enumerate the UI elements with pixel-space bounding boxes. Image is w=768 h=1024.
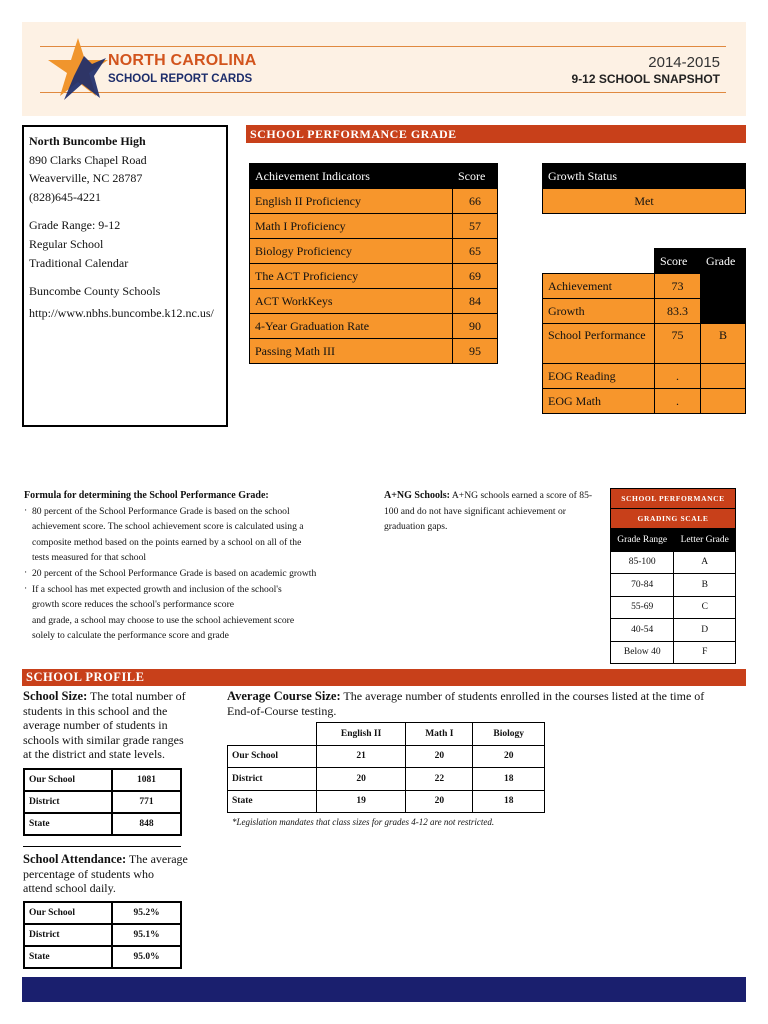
school-phone: (828)645-4221 [29, 189, 101, 204]
school-grade-range: Grade Range: 9-12 [29, 218, 121, 233]
growth-status-header: Growth Status [543, 164, 746, 189]
column-header: Score [453, 164, 498, 189]
grade-range: Below 40 [611, 641, 674, 664]
school-address-line2: Weaverville, NC 28787 [29, 171, 143, 186]
formula-line: growth score reduces the school's performance score [32, 599, 235, 611]
formula-line: and grade, a school may choose to use the school achievement score [32, 614, 295, 626]
table-row [24, 769, 181, 791]
ang-text: A+NG schools earned a score of 85-100 and do not have significant achievement or graduation gaps. [384, 490, 593, 533]
table-row [250, 314, 498, 339]
column-header: Letter Grade [674, 529, 736, 552]
school-size-line: schools with similar grade ranges [23, 732, 184, 747]
table-row [250, 339, 498, 364]
row-label: State [24, 946, 112, 968]
school-size-line: students in this school and the [23, 703, 168, 718]
attendance-label: School Attendance: [23, 852, 127, 866]
table-header-row [228, 723, 545, 746]
table-row [228, 768, 545, 791]
school-size-table [23, 768, 182, 836]
grade-range: 85-100 [611, 551, 674, 574]
attendance-line: The average [126, 852, 188, 866]
formula-text [24, 488, 374, 644]
row-value: 771 [112, 791, 181, 813]
school-size-label: School Size: [23, 689, 88, 703]
row-value: 95.0% [112, 946, 181, 968]
table-row [250, 189, 498, 214]
cell-value: 21 [317, 745, 406, 768]
column-header: Score [655, 249, 701, 274]
brand-subtitle: SCHOOL REPORT CARDS [108, 73, 253, 85]
divider [23, 846, 181, 847]
summary-score: 75 [655, 324, 701, 364]
attendance-line: percentage of students who [23, 866, 154, 881]
formula-line: solely to calculate the performance score and grade [32, 630, 229, 642]
grading-scale-table [610, 488, 736, 664]
table-row [611, 619, 736, 642]
row-label: Our School [24, 902, 112, 924]
indicator-name: Biology Proficiency [250, 239, 453, 264]
summary-grade: B [701, 324, 746, 364]
school-type: Regular School [29, 236, 104, 251]
row-label: District [228, 768, 317, 791]
school-info-box [22, 125, 228, 427]
cell-value: 18 [473, 790, 545, 813]
course-size-line: End-of-Course testing. [227, 703, 337, 718]
summary-label: EOG Math [543, 389, 655, 414]
indicator-score: 57 [453, 214, 498, 239]
table-header-row [543, 249, 746, 274]
school-calendar: Traditional Calendar [29, 255, 129, 270]
legislation-note: *Legislation mandates that class sizes for grades 4-12 are not restricted. [232, 817, 495, 827]
indicator-name: The ACT Proficiency [250, 264, 453, 289]
report-year: 2014-2015 [648, 54, 720, 71]
letter-grade: B [674, 574, 736, 597]
table-row [543, 389, 746, 414]
table-row [250, 214, 498, 239]
table-row [250, 289, 498, 314]
achievement-indicators-table [249, 163, 498, 364]
grade-range: 70-84 [611, 574, 674, 597]
row-label: Our School [228, 745, 317, 768]
summary-grade [701, 364, 746, 389]
school-url-link[interactable]: http://www.nbhs.buncombe.k12.nc.us/ [29, 305, 214, 320]
row-value: 95.1% [112, 924, 181, 946]
table-row [228, 745, 545, 768]
summary-label: Growth [543, 299, 655, 324]
row-label: State [228, 790, 317, 813]
formula-line: tests measured for that school [32, 552, 147, 564]
course-size-line: The average number of students enrolled in the courses listed at the time of [340, 689, 705, 703]
ang-schools-note [384, 488, 606, 535]
indicator-score: 90 [453, 314, 498, 339]
table-row [24, 946, 181, 968]
course-size-label: Average Course Size: [227, 689, 341, 703]
table-row [24, 791, 181, 813]
table-row [24, 924, 181, 946]
grade-range: 55-69 [611, 596, 674, 619]
indicator-name: Math I Proficiency [250, 214, 453, 239]
school-size-text [23, 689, 213, 762]
performance-section-title: SCHOOL PERFORMANCE GRADE [246, 125, 746, 143]
footer-bar [22, 977, 746, 1002]
snapshot-title: 9-12 SCHOOL SNAPSHOT [571, 72, 720, 86]
summary-label: Achievement [543, 274, 655, 299]
cell-value: 22 [406, 768, 473, 791]
table-row [250, 239, 498, 264]
letter-grade: A [674, 551, 736, 574]
indicator-score: 66 [453, 189, 498, 214]
school-size-line: at the district and state levels. [23, 747, 165, 762]
brand-title: NORTH CAROLINA [108, 52, 257, 69]
grading-scale-title1: SCHOOL PERFORMANCE [611, 489, 736, 509]
formula-line: composite method based on the points earned by a school on all of the [32, 536, 302, 548]
growth-status-table [542, 163, 746, 214]
formula-line: achievement score. The school achievement score is calculated using a [32, 521, 304, 533]
formula-bullet: · 20 percent of the School Performance Grade is based on academic growth [24, 566, 374, 582]
cell-value: 18 [473, 768, 545, 791]
table-row [24, 902, 181, 924]
ang-label: A+NG Schools: [384, 490, 450, 501]
summary-label: EOG Reading [543, 364, 655, 389]
school-district: Buncombe County Schools [29, 284, 161, 299]
column-header: Biology [473, 723, 545, 746]
header-rule-top [40, 46, 726, 47]
row-label: District [24, 791, 112, 813]
letter-grade: D [674, 619, 736, 642]
column-header: Achievement Indicators [250, 164, 453, 189]
cell-value: 19 [317, 790, 406, 813]
row-label: Our School [24, 769, 112, 791]
report-header [22, 22, 746, 116]
column-header: Grade [701, 249, 746, 274]
table-row [611, 641, 736, 664]
school-size-line: The total number of [87, 689, 186, 703]
summary-score: 83.3 [655, 299, 701, 324]
column-header: Math I [406, 723, 473, 746]
school-address-line1: 890 Clarks Chapel Road [29, 152, 147, 167]
table-row [611, 574, 736, 597]
row-value: 848 [112, 813, 181, 835]
header-rule-bottom [40, 92, 726, 93]
cell-value: 20 [473, 745, 545, 768]
attendance-table [23, 901, 182, 969]
indicator-score: 69 [453, 264, 498, 289]
formula-heading: Formula for determining the School Performance Grade: [24, 490, 269, 501]
summary-score: 73 [655, 274, 701, 299]
attendance-line: attend school daily. [23, 881, 116, 896]
summary-score: . [655, 389, 701, 414]
row-label: State [24, 813, 112, 835]
column-header: Grade Range [611, 529, 674, 552]
grade-range: 40-54 [611, 619, 674, 642]
course-size-text [227, 689, 747, 718]
indicator-name: Passing Math III [250, 339, 453, 364]
table-row [611, 551, 736, 574]
indicator-name: 4-Year Graduation Rate [250, 314, 453, 339]
summary-grade [701, 299, 746, 324]
attendance-text [23, 852, 213, 896]
indicator-name: English II Proficiency [250, 189, 453, 214]
summary-label: School Performance [543, 324, 655, 364]
table-row [543, 274, 746, 299]
summary-score: . [655, 364, 701, 389]
indicator-name: ACT WorkKeys [250, 289, 453, 314]
indicator-score: 65 [453, 239, 498, 264]
cell-value: 20 [406, 745, 473, 768]
school-profile-title: SCHOOL PROFILE [22, 669, 746, 686]
row-value: 1081 [112, 769, 181, 791]
growth-status-value: Met [543, 189, 746, 214]
star-logo-icon [48, 36, 108, 102]
row-value: 95.2% [112, 902, 181, 924]
letter-grade: F [674, 641, 736, 664]
table-row [611, 596, 736, 619]
formula-bullet: · If a school has met expected growth and inclusion of the school's [24, 582, 374, 598]
performance-summary-table [542, 248, 746, 414]
cell-value: 20 [406, 790, 473, 813]
column-header: English II [317, 723, 406, 746]
summary-grade [701, 274, 746, 299]
table-row [250, 264, 498, 289]
table-row [24, 813, 181, 835]
formula-bullet: · 80 percent of the School Performance Grade is based on the school [24, 504, 374, 520]
school-name: North Buncombe High [29, 134, 146, 148]
table-row [228, 790, 545, 813]
table-header-row [250, 164, 498, 189]
table-row [543, 324, 746, 364]
row-label: District [24, 924, 112, 946]
letter-grade: C [674, 596, 736, 619]
indicator-score: 84 [453, 289, 498, 314]
grading-scale-title2: GRADING SCALE [611, 509, 736, 529]
table-row [543, 364, 746, 389]
course-size-table [227, 722, 545, 813]
school-size-line: average number of students in [23, 718, 168, 733]
table-row [543, 299, 746, 324]
cell-value: 20 [317, 768, 406, 791]
summary-grade [701, 389, 746, 414]
indicator-score: 95 [453, 339, 498, 364]
